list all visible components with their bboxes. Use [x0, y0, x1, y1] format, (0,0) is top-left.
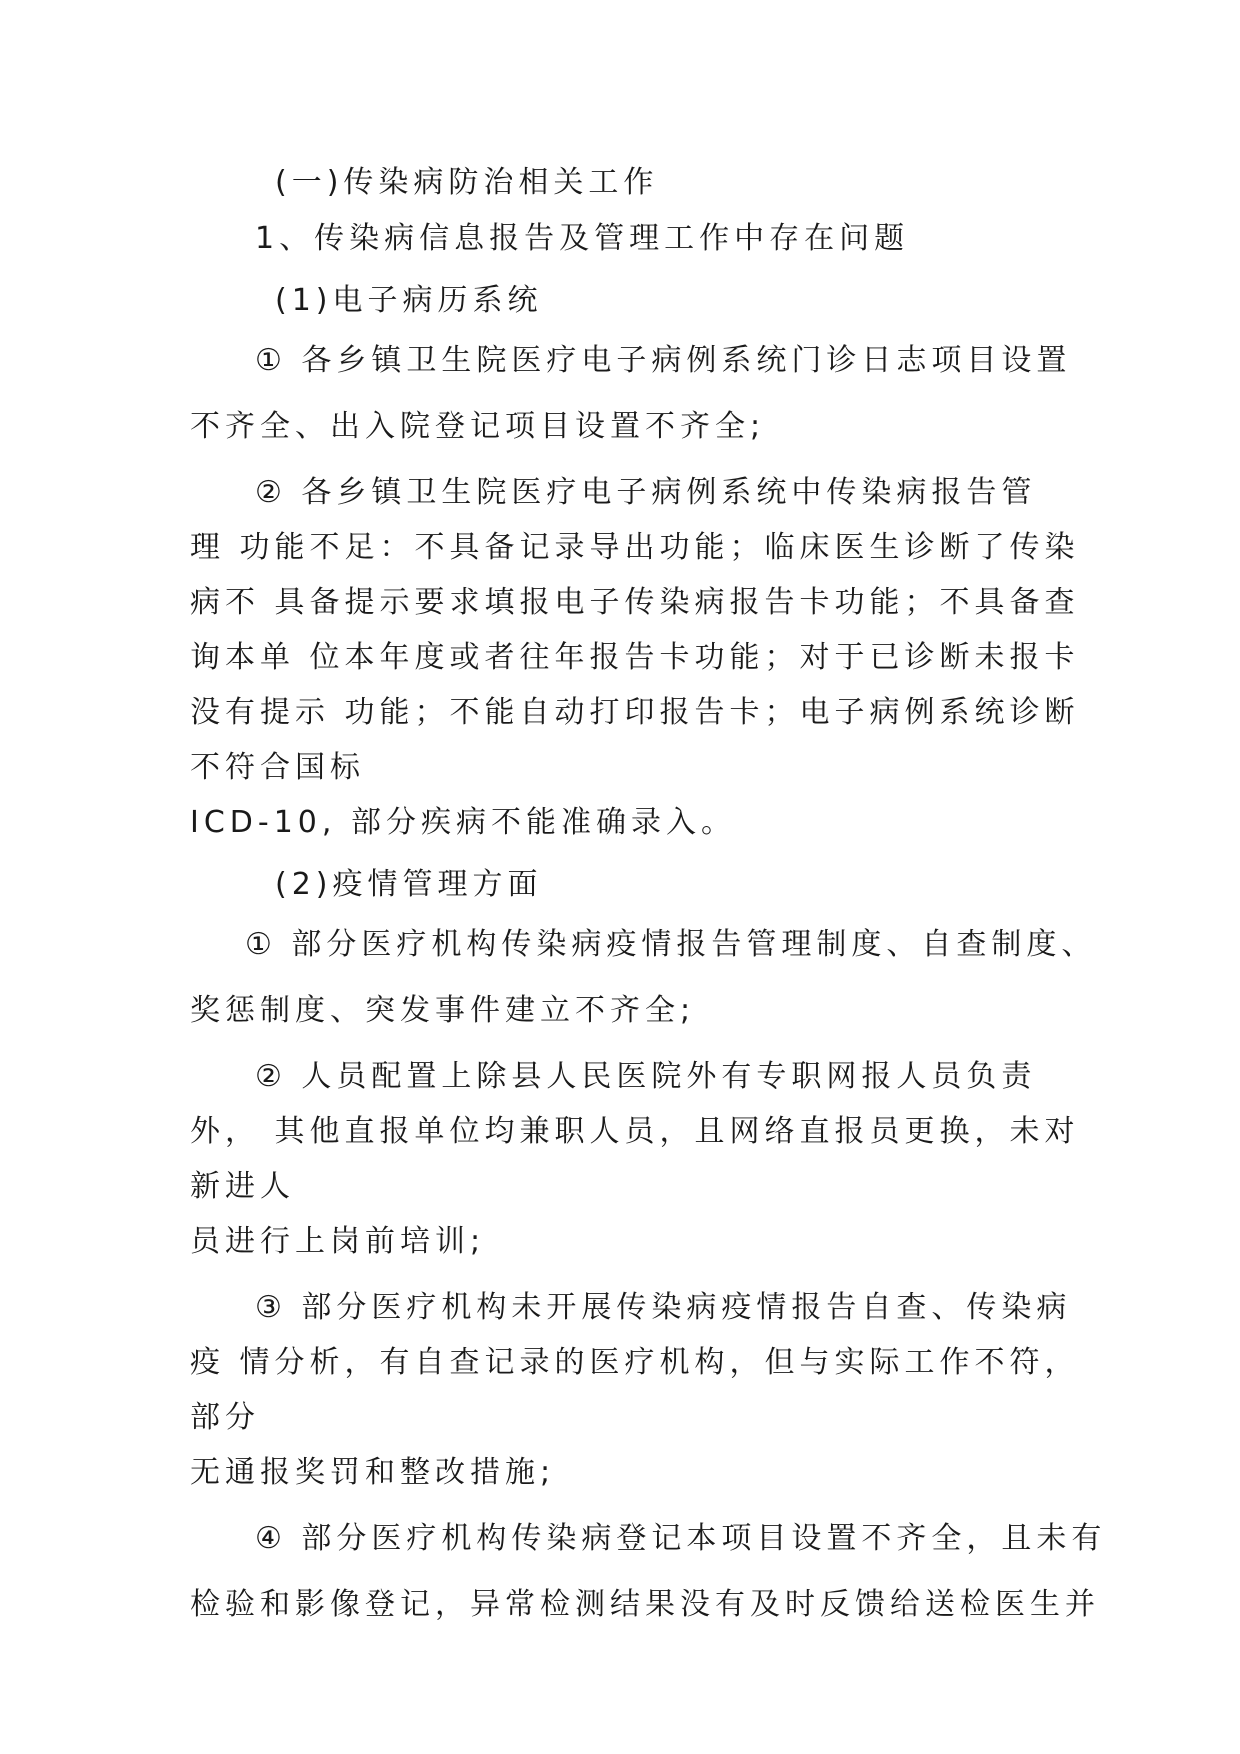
section-heading: (一)传染病防治相关工作	[275, 165, 659, 200]
paragraph-line: 外， 其他直报单位均兼职人员，且网络直报员更换，未对	[190, 1114, 1080, 1149]
paragraph-line: 新进人	[190, 1169, 295, 1204]
paragraph-line: 部分	[190, 1400, 260, 1435]
paragraph-line: ④ 部分医疗机构传染病登记本项目设置不齐全，且未有	[255, 1521, 1107, 1556]
item-heading: (1)电子病历系统	[275, 283, 543, 318]
paragraph-line: 病不 具备提示要求填报电子传染病报告卡功能；不具备查	[190, 585, 1080, 620]
paragraph-line: 不齐全、出入院登记项目设置不齐全;	[190, 409, 766, 444]
paragraph-line: 疫 情分析，有自查记录的医疗机构，但与实际工作不符，	[190, 1345, 1080, 1380]
paragraph-line: ② 人员配置上除县人民医院外有专职网报人员负责	[255, 1059, 1037, 1094]
paragraph-line: 检验和影像登记，异常检测结果没有及时反馈给送检医生并	[190, 1587, 1100, 1622]
paragraph-line: 奖惩制度、突发事件建立不齐全;	[190, 993, 696, 1028]
paragraph-line: 员进行上岗前培训;	[190, 1224, 486, 1259]
paragraph-line: ② 各乡镇卫生院医疗电子病例系统中传染病报告管	[255, 475, 1037, 510]
paragraph-line: 不符合国标	[190, 750, 365, 785]
item-heading: (2)疫情管理方面	[275, 867, 543, 902]
paragraph-line: ICD-10, 部分疾病不能准确录入。	[190, 805, 736, 840]
paragraph-line: 理 功能不足：不具备记录导出功能；临床医生诊断了传染	[190, 530, 1080, 565]
paragraph-line: 没有提示 功能；不能自动打印报告卡；电子病例系统诊断	[190, 695, 1080, 730]
paragraph-line: 询本单 位本年度或者往年报告卡功能；对于已诊断未报卡	[190, 640, 1080, 675]
paragraph-line: ③ 部分医疗机构未开展传染病疫情报告自查、传染病	[255, 1290, 1072, 1325]
paragraph-line: 无通报奖罚和整改措施;	[190, 1455, 556, 1490]
subsection-heading: 1、传染病信息报告及管理工作中存在问题	[255, 221, 910, 256]
paragraph-line: ① 各乡镇卫生院医疗电子病例系统门诊日志项目设置	[255, 343, 1072, 378]
paragraph-line: ① 部分医疗机构传染病疫情报告管理制度、自查制度、	[245, 927, 1097, 962]
